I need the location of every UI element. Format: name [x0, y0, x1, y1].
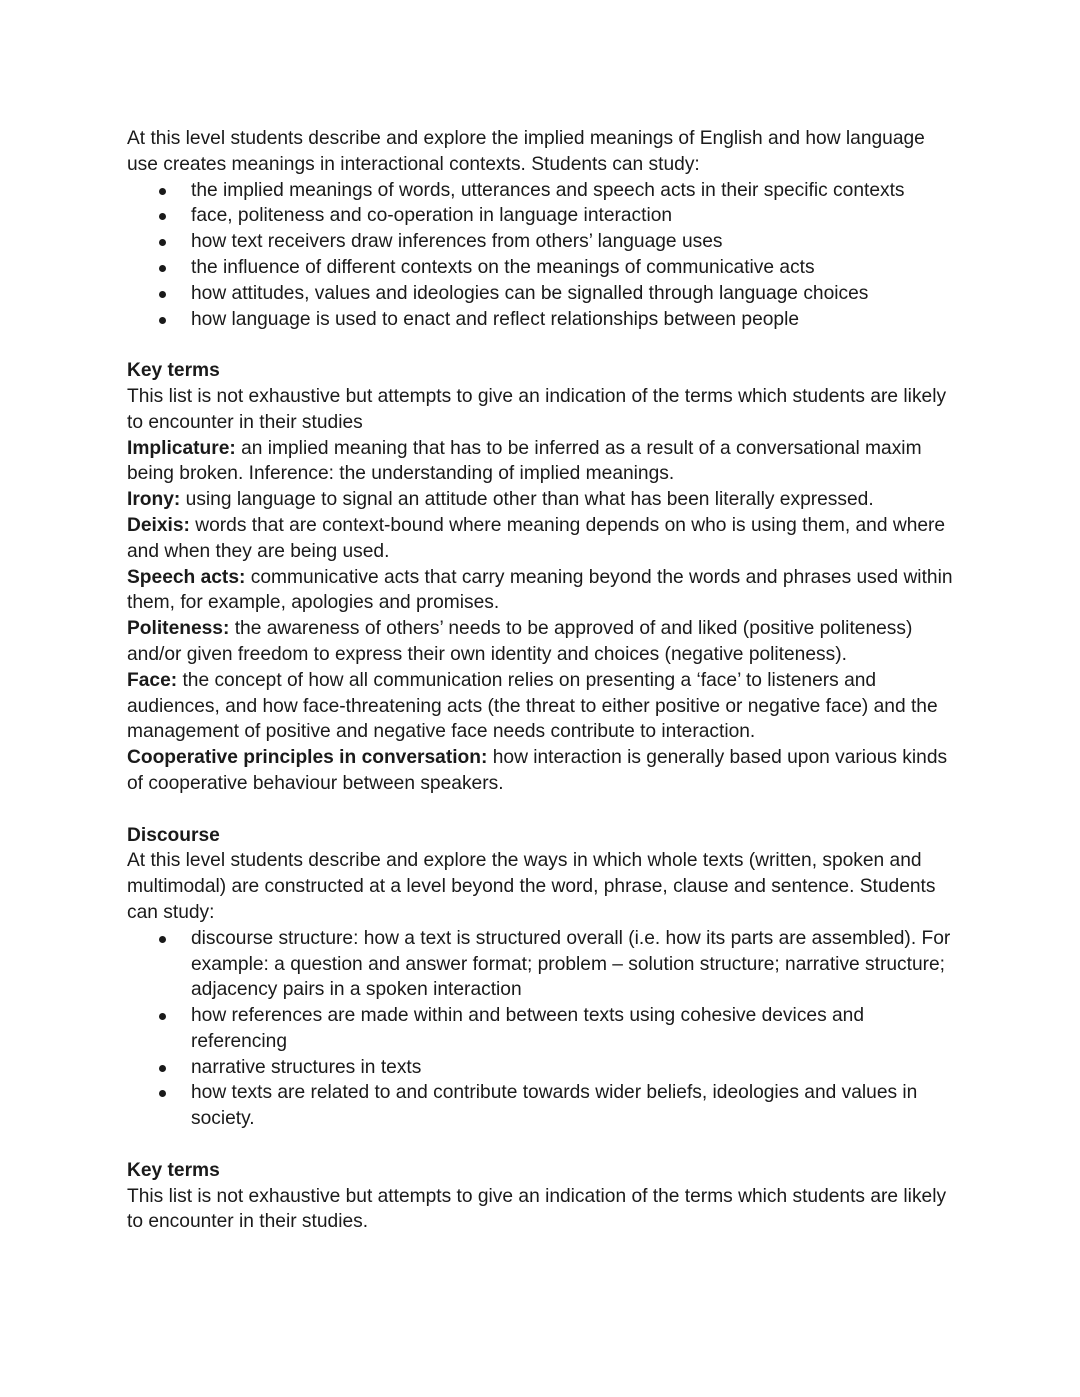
section-spacer — [127, 332, 955, 358]
bullet-icon — [159, 265, 166, 272]
key-terms-heading: Key terms — [127, 1159, 220, 1181]
list-item — [127, 229, 955, 255]
list-item-text: discourse structure: how a text is structured overall (i.e. how its parts are assembled). For example: a question and answer format; problem – solution structure; narrative structure; adjacency pairs in a spoken interaction — [191, 927, 951, 1001]
list-item-text: face, politeness and co-operation in language interaction — [191, 205, 673, 227]
term-text: using language to signal an attitude other than what has been literally expressed. — [180, 489, 874, 511]
list-item — [127, 281, 955, 307]
bullet-icon — [159, 1090, 166, 1097]
term-definition — [127, 565, 955, 617]
list-item — [127, 926, 955, 1003]
term-definition — [127, 513, 955, 565]
term-label: Deixis: — [127, 514, 190, 536]
term-text: an implied meaning that has to be inferred as a result of a conversational maxim being broken. Inference: the understanding of implied meanings. — [127, 437, 922, 485]
term-text: communicative acts that carry meaning beyond the words and phrases used within them, for example, apologies and promises. — [127, 566, 953, 614]
term-text: words that are context-bound where meaning depends on who is using them, and where and when they are being used. — [127, 514, 946, 562]
list-item — [127, 307, 955, 333]
bullet-icon — [159, 1065, 166, 1072]
term-label: Speech acts: — [127, 566, 246, 588]
bullet-icon — [159, 317, 166, 324]
term-definition — [127, 745, 955, 797]
list-item — [127, 1003, 955, 1055]
list-item — [127, 203, 955, 229]
list-item-text: narrative structures in texts — [191, 1056, 422, 1078]
key-terms-note: This list is not exhaustive but attempts to give an indication of the terms which students are likely to encounter in their studies. — [127, 1185, 947, 1233]
term-definition — [127, 668, 955, 745]
bullet-icon — [159, 239, 166, 246]
list-item-text: how attitudes, values and ideologies can be signalled through language choices — [191, 282, 869, 304]
bullet-icon — [159, 1013, 166, 1020]
term-text: the concept of how all communication relies on presenting a ‘face’ to listeners and audiences, and how face-threatening acts (the threat to either positive or negative face) and the management of positive and negative face needs contribute to interaction. — [127, 669, 938, 743]
bullet-icon — [159, 188, 166, 195]
term-label: Irony: — [127, 489, 181, 511]
list-item-text: how language is used to enact and reflect relationships between people — [191, 308, 800, 330]
list-item-text: the implied meanings of words, utterances and speech acts in their specific contexts — [191, 179, 905, 201]
term-label: Implicature: — [127, 437, 236, 459]
term-label: Face: — [127, 669, 178, 691]
list-item-text: how texts are related to and contribute towards wider beliefs, ideologies and values in society. — [191, 1082, 918, 1130]
section-spacer — [127, 797, 955, 823]
bullet-icon — [159, 213, 166, 220]
term-text: the awareness of others’ needs to be approved of and liked (positive politeness) and/or given freedom to express their own identity and choices (negative politeness). — [127, 618, 913, 665]
bullet-icon — [159, 936, 166, 943]
pragmatics-intro: At this level students describe and explore the implied meanings of English and how language use creates meanings in interactional contexts. Students can study: — [127, 128, 925, 175]
list-item-text: the influence of different contexts on the meanings of communicative acts — [191, 256, 815, 278]
list-item-text: how references are made within and between texts using cohesive devices and referencing — [191, 1005, 865, 1052]
key-terms-note: This list is not exhaustive but attempts to give an indication of the terms which students are likely to encounter in their studies — [127, 385, 947, 433]
term-text: how interaction is generally based upon various kinds of cooperative behaviour between speakers. — [127, 747, 948, 794]
term-label: Cooperative principles in conversation: — [127, 747, 488, 769]
list-item — [127, 1055, 955, 1081]
discourse-heading: Discourse — [127, 824, 220, 846]
discourse-intro: At this level students describe and explore the ways in which whole texts (written, spoken and multimodal) are constructed at a level beyond the word, phrase, clause and sentence. Students can study: — [127, 850, 936, 923]
term-definition — [127, 436, 955, 488]
section-spacer — [127, 1132, 955, 1158]
list-item — [127, 1080, 955, 1132]
discourse-bullet-list — [127, 926, 955, 1132]
key-terms-heading: Key terms — [127, 360, 220, 382]
term-definition — [127, 616, 955, 668]
pragmatics-bullet-list — [127, 178, 955, 333]
bullet-icon — [159, 291, 166, 298]
document-page — [127, 126, 955, 1235]
list-item — [127, 178, 955, 204]
list-item — [127, 255, 955, 281]
term-label: Politeness: — [127, 618, 230, 640]
list-item-text: how text receivers draw inferences from others’ language uses — [191, 231, 723, 253]
term-definition — [127, 487, 955, 513]
